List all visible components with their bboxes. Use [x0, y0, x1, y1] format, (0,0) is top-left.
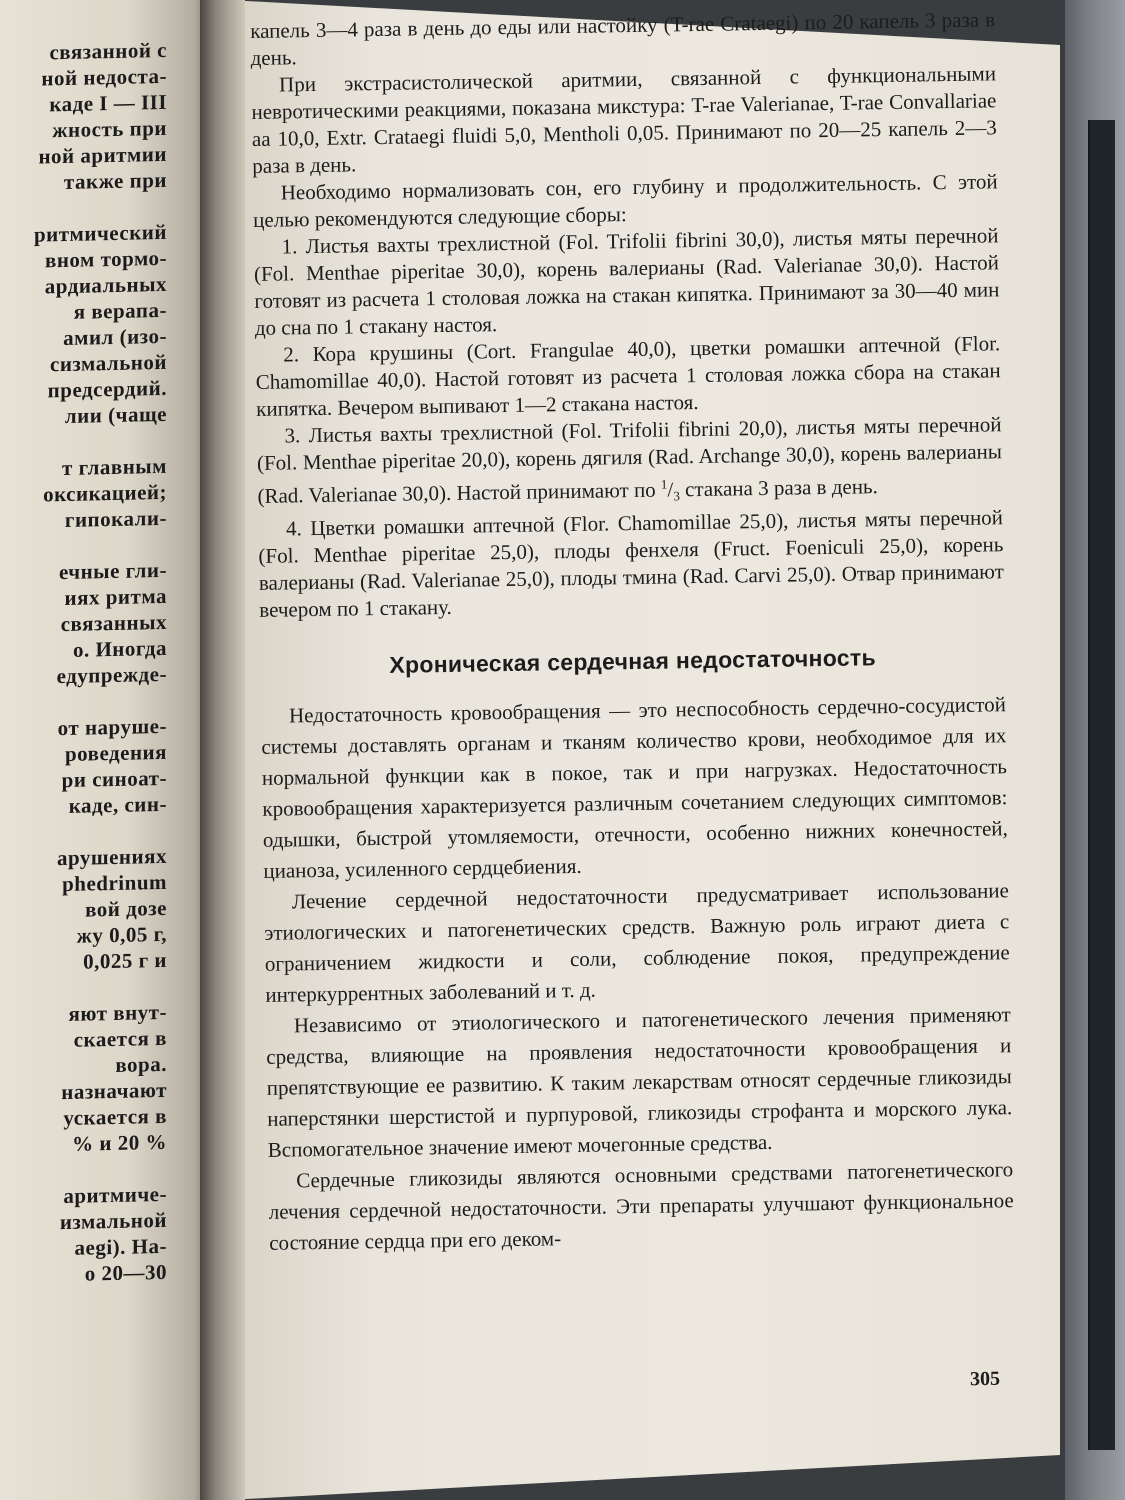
left-page-line: арушениях — [56, 843, 167, 871]
body-paragraph: Лечение сердечной недостаточности предусматривает использование этиологических и патогенетических средств. Важную роль играют диета с ограничением жидкости и соли, соблюдение покоя, предупреждение интеркуррентных заболеваний и т. д. — [264, 878, 1010, 1007]
left-page-line: я верапа- — [73, 297, 167, 324]
left-page-line: жу 0,05 г, — [76, 921, 167, 948]
left-page-line: ной аритмии — [38, 141, 167, 169]
left-page-line: ритмический — [33, 219, 167, 247]
right-page-text — [250, 6, 1014, 1259]
left-page-line: сизмальной — [50, 349, 167, 377]
left-page-line: связанных — [60, 609, 167, 637]
left-page-line: ускается в — [63, 1103, 167, 1131]
recipe-4-paragraph: 4. Цветки ромашки аптечной (Flor. Chamomillae 25,0), листья мяты перечной (Fol. Menthae piperitae 25,0), плоды фенхеля (Fruct. Foeniculi 25,0), корень валерианы (Rad. Valerianae 25,0), плоды тмина (Rad. Carvi 25,0). Отвар принимают вечером по 1 стакану. — [258, 505, 1004, 622]
left-page-line: каде I — III — [49, 89, 167, 117]
left-page-line: связанной с — [49, 37, 167, 65]
fraction-numerator: 1 — [660, 476, 668, 492]
left-page-line: вора. — [115, 1051, 167, 1077]
left-page-line: измальной — [59, 1207, 167, 1235]
section-title: Хроническая сердечная недостаточность — [389, 644, 877, 678]
left-page-line: едупрежде- — [56, 661, 167, 689]
left-page-line: phedrinum — [62, 869, 167, 897]
body-paragraph: Необходимо нормализовать сон, его глубину и продолжительность. С этой целью рекомендуются следующие сборы: — [252, 169, 998, 232]
left-page-line: гипокали- — [64, 505, 167, 532]
left-page-line: ечные гли- — [58, 557, 167, 585]
left-page-line: каде, син- — [68, 791, 167, 818]
left-page-line: также при — [63, 167, 167, 195]
recipe-3-text-end: стакана 3 раза в день. — [684, 474, 878, 502]
left-page-line: скается в — [73, 1025, 167, 1052]
left-page-line: вой дозе — [85, 895, 167, 922]
left-page-line: % и 20 % — [72, 1129, 167, 1156]
left-page-line: назначают — [61, 1077, 167, 1105]
body-paragraph: При экстрасистолической аритмии, связанной с функциональными невротическими реакциями, показана микстура: T-rae Valerianae, T-rae Convallariae aa 10,0, Extr. Crataegi fluidi 5,0, Mentholi 0,05. Принимают по 20—25 капель 2—3 раза в день. — [251, 61, 997, 178]
page-number: 305 — [969, 1367, 1001, 1391]
left-page-line: яют внут- — [68, 999, 167, 1026]
recipe-3-paragraph: 3. Листья вахты трехлистной (Fol. Trifolii fibrini 20,0), листья мяты перечной (Fol. Menthae piperitae 20,0), корень дягиля (Rad. Archange 30,0), корень валерианы (Rad. Valerianae 30,0). Настой принимают по $^1/_3$ стакана 3 раза в день. — [256, 412, 1003, 508]
left-page-line: лии (чаще — [64, 401, 167, 428]
left-page-line: аритмиче- — [63, 1181, 167, 1209]
left-page-line: ри синоат- — [61, 765, 167, 793]
recipe-paragraphs — [250, 6, 1001, 423]
left-page-line: вном тормо- — [44, 245, 167, 273]
left-page-line: предсердий. — [47, 375, 167, 403]
left-page-line: иях ритма — [64, 583, 167, 611]
left-page — [0, 0, 215, 1500]
left-page-line: т главным — [62, 453, 167, 481]
body-paragraph: Недостаточность кровообращения — это неспособность сердечно-сосудистой системы доставлять органам и тканям количество крови, необходимое для их нормальной функции как в покое, так и при нагрузках. Недостаточность кровообращения характеризуется различным сочетанием следующих симптомов: одышки, быстрой утомляемости, отечности, особенно нижних конечностей, цианоза, усиленного сердцебиения. — [261, 692, 1009, 883]
left-page-line: жность при — [52, 115, 167, 143]
body-paragraph: капель 3—4 раза в день до еды или настойку (T-rae Crataegi) по 20 капель 3 раза в день. — [250, 7, 996, 70]
fraction-denominator: 3 — [673, 488, 681, 504]
body-paragraph: Независимо от этиологического и патогенетического лечения применяют средства, влияющие на проявления недостаточности кровообращения и препятствующие ее развитию. К таким лекарствам относят сердечные гликозиды наперстянки шерстистой и пурпуровой, гликозиды строфанта и морского лука. Вспомогательное значение имеют мочегонные средства. — [266, 1002, 1013, 1162]
left-page-line: ной недоста- — [41, 63, 167, 91]
book-cover-edge — [1088, 120, 1115, 1450]
left-page-line: от наруше- — [57, 713, 167, 741]
body-paragraph: 1. Листья вахты трехлистной (Fol. Trifolii fibrini 30,0), листья мяты перечной (Fol. Menthae piperitae 30,0), корень валерианы (Rad. Valerianae 30,0). Настой готовят из расчета 1 столовая ложка на стакан кипятка. Принимают за 30—40 мин до сна по 1 стакану настоя. — [253, 223, 1000, 340]
body-paragraph: 2. Кора крушины (Cort. Frangulae 40,0), цветки ромашки аптечной (Flor. Chamomillae 40,0). Настой готовят из расчета 1 столовая ложка сбора на стакан кипятка. Вечером выпивают 1—2 стакана настоя. — [255, 331, 1001, 421]
left-page-line: оксикацией; — [43, 479, 167, 507]
section-body — [261, 689, 1015, 1259]
left-page-line: о 20—30 — [84, 1259, 167, 1286]
recipe-3-text: 3. Листья вахты трехлистной (Fol. Trifolii fibrini 20,0), листья мяты перечной (Fol. Menthae piperitae 20,0), корень дягиля (Rad. Archange 30,0), корень валерианы (Rad. Valerianae 30,0). Настой принимают по — [256, 412, 1003, 508]
left-page-line: амил (изо- — [63, 323, 167, 351]
book-gutter — [200, 0, 245, 1500]
left-page-text — [0, 37, 167, 1291]
body-paragraph: Сердечные гликозиды являются основными средствами патогенетического лечения сердечной недостаточности. Эти препараты улучшают функциональное состояние сердца при его деком- — [268, 1157, 1014, 1255]
left-page-line: ардиальных — [44, 271, 167, 299]
left-page-line: роведения — [64, 739, 167, 766]
left-page-line: о. Иногда — [72, 635, 167, 662]
left-page-line: aegi). На- — [74, 1233, 167, 1260]
left-page-line: 0,025 г и — [83, 947, 167, 974]
